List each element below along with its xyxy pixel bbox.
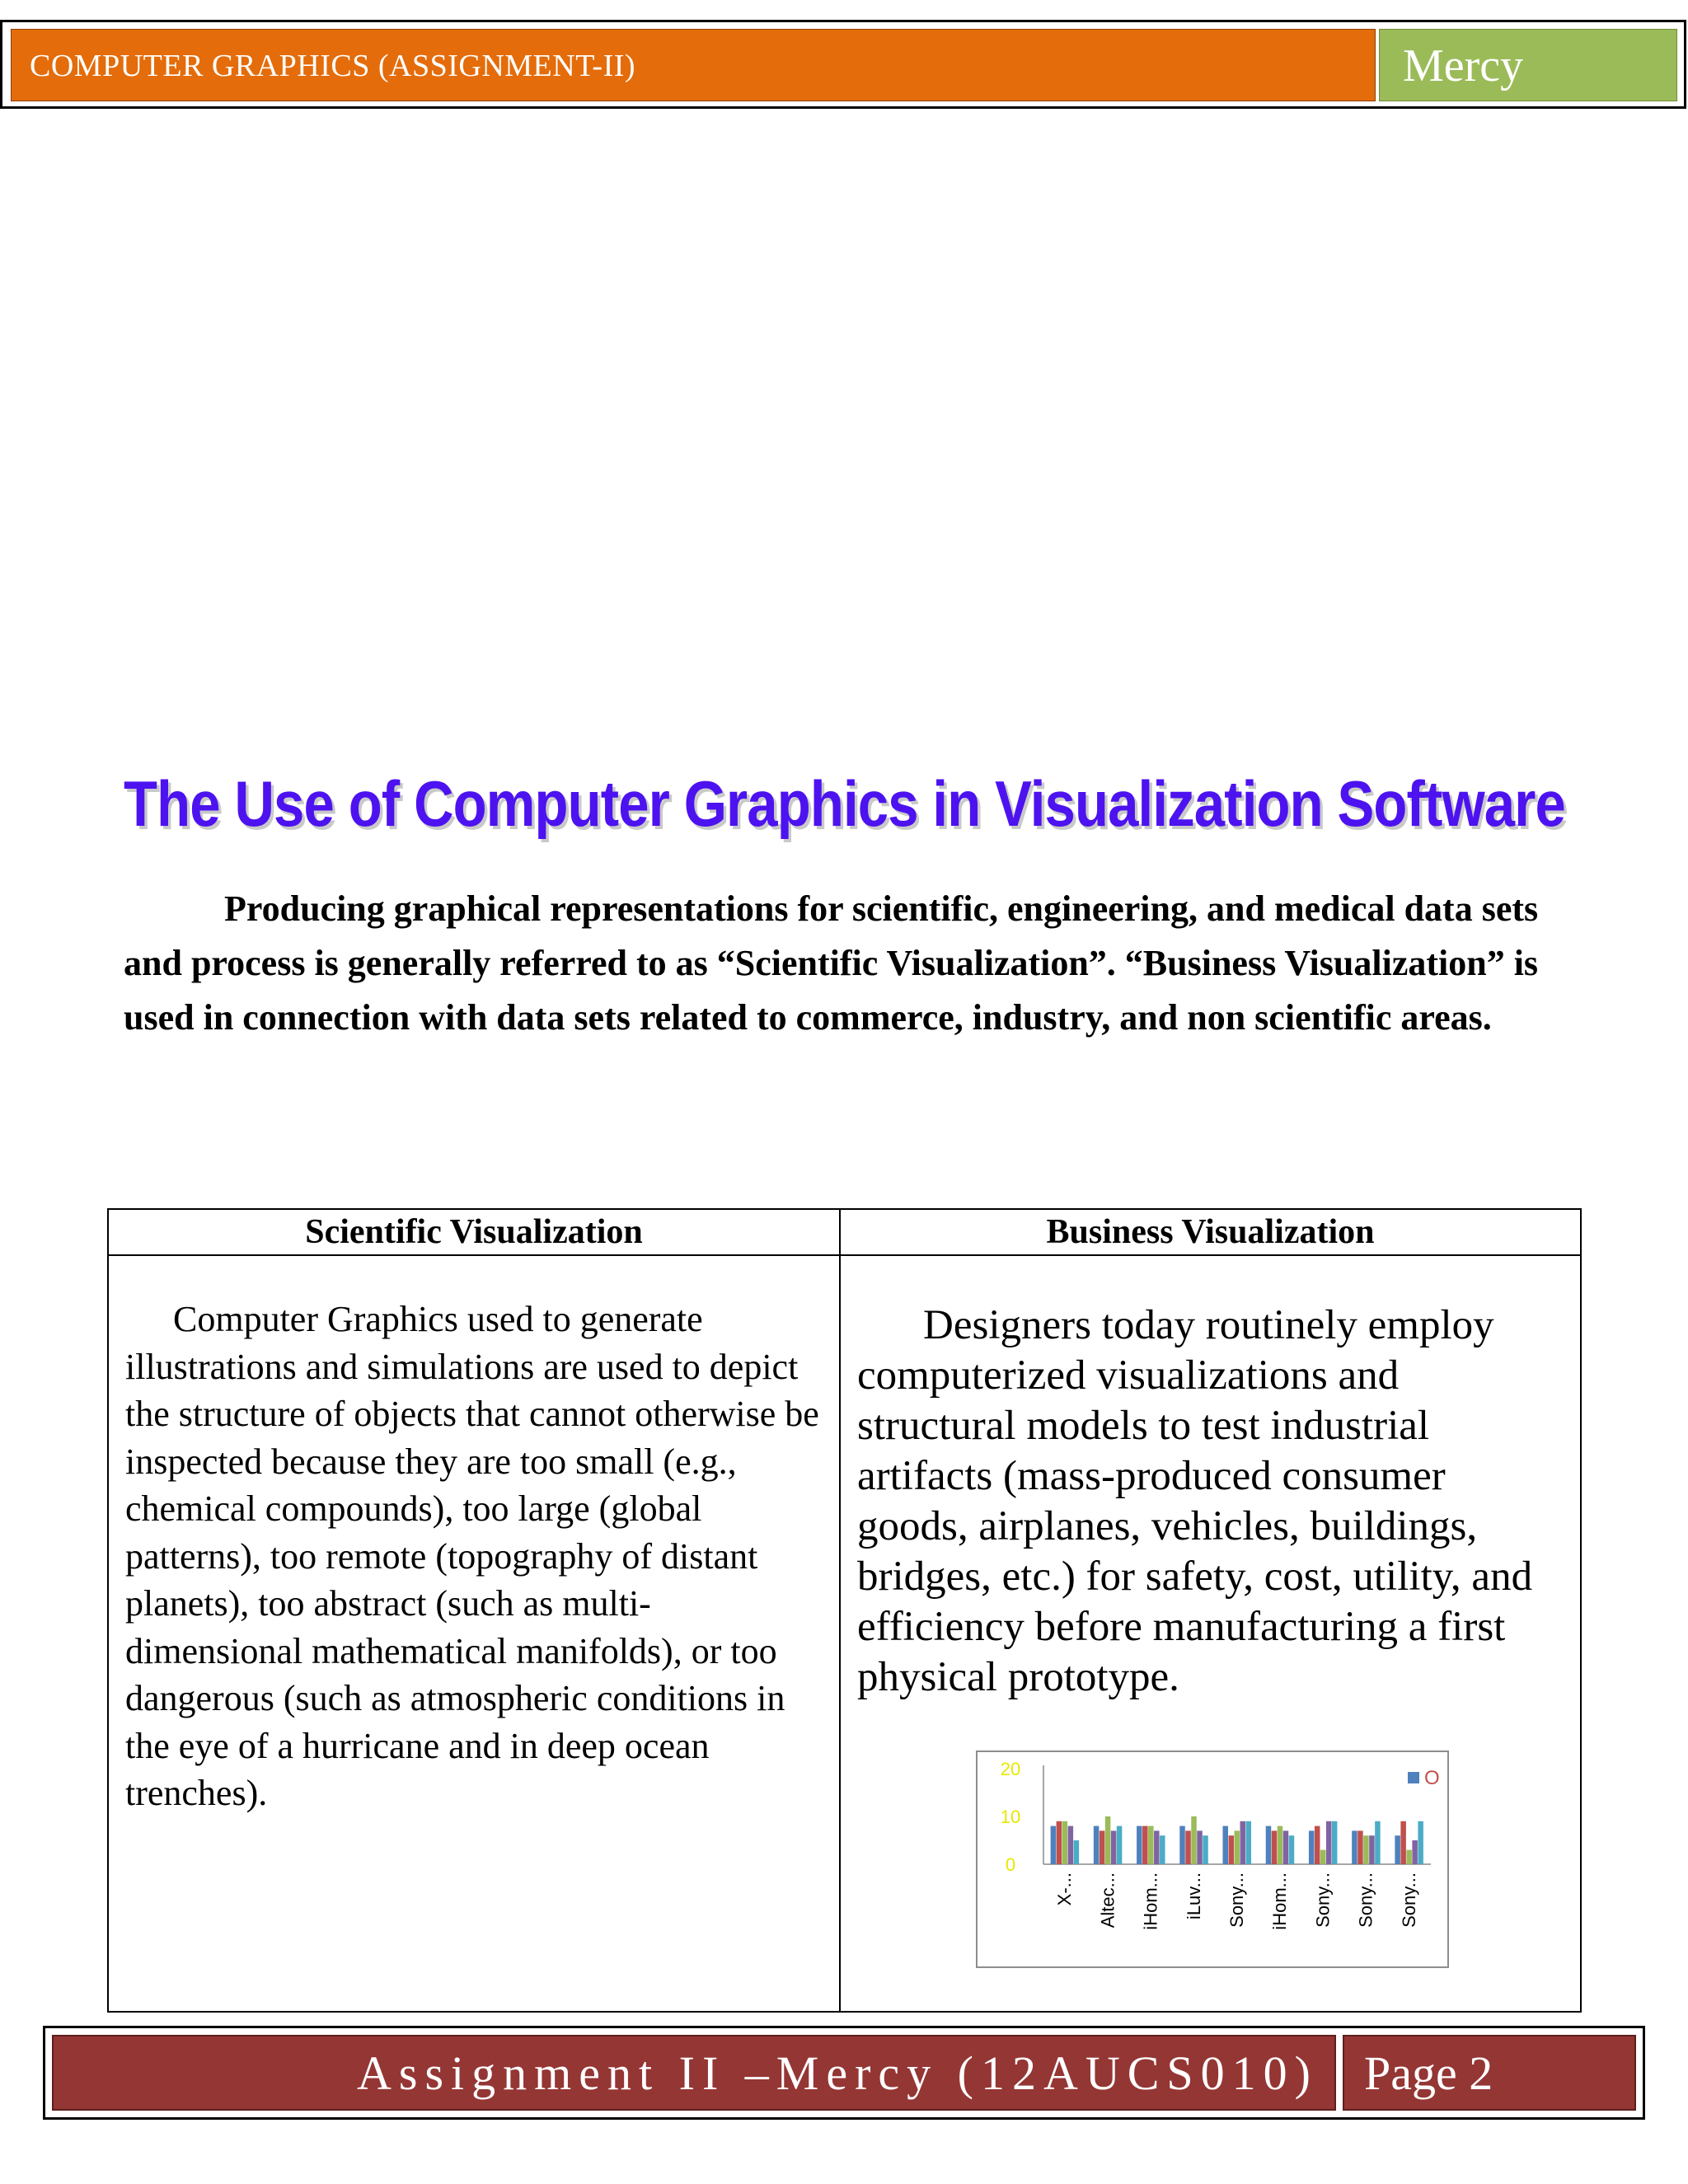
bar [1406, 1850, 1412, 1864]
bar-chart [976, 1750, 1449, 1968]
header-business: Business Visualization [840, 1209, 1581, 1255]
bar [1185, 1830, 1191, 1864]
bar [1057, 1821, 1062, 1864]
bar [1283, 1830, 1289, 1864]
bar [1197, 1830, 1203, 1864]
bar [1203, 1835, 1208, 1864]
bar [1137, 1826, 1142, 1864]
x-tick-label: Sony... [1226, 1872, 1247, 1928]
bar [1240, 1821, 1246, 1864]
page-header [0, 20, 1686, 109]
bar [1160, 1835, 1165, 1864]
bar [1142, 1826, 1148, 1864]
bar [1266, 1826, 1272, 1864]
bar [1148, 1826, 1154, 1864]
bar [1352, 1830, 1357, 1864]
business-text: Designers today routinely employ computerized visualizations and structural models to test industrial artifacts (mass-produced consumer goods, airplanes, vehicles, buildings, bridges, etc.) for safety, cost, utility, and efficiency before manufacturing a first physical prototype. [857, 1302, 1533, 1700]
bar [1154, 1830, 1160, 1864]
bar [1375, 1821, 1381, 1864]
document-title: The Use of Computer Graphics in Visualization Software [124, 767, 1565, 840]
bar [1094, 1826, 1100, 1864]
bar [1111, 1830, 1117, 1864]
x-tick-label: Sony... [1312, 1872, 1334, 1928]
bar [1418, 1821, 1423, 1864]
bar [1278, 1826, 1283, 1864]
scientific-paragraph [125, 1296, 823, 1817]
bar [1223, 1826, 1229, 1864]
y-tick-label: 10 [1000, 1807, 1021, 1827]
bar [1400, 1821, 1406, 1864]
bar [1363, 1835, 1369, 1864]
x-tick-label: Sony... [1398, 1872, 1419, 1928]
bar [1179, 1826, 1185, 1864]
x-tick-label: iHom... [1140, 1872, 1161, 1930]
bar [1051, 1826, 1057, 1864]
assignment-label: Assignment II –Mercy (12AUCS010) [52, 2035, 1336, 2111]
bar [1229, 1835, 1235, 1864]
scientific-text: Computer Graphics used to generate illustrations and simulations are used to depict the structure of objects that cannot otherwise be inspected because they are too small (e.g., chemical compounds), too large (global patterns), too remote (topography of distant planets), too abstract (such as multi-dimensional mathematical manifolds), or too dangerous (such as atmospheric conditions in the eye of a hurricane and in deep ocean trenches). [125, 1299, 819, 1813]
intro-text: Producing graphical representations for scientific, engineering, and medical data sets and process is generally referred to as “Scientific Visualization”. “Business Visualization” is used in connection with data sets related to commerce, industry, and non scientific areas. [124, 888, 1539, 1038]
x-tick-label: iHom... [1269, 1872, 1291, 1930]
bar [1320, 1850, 1326, 1864]
bar [1117, 1826, 1123, 1864]
bar [1289, 1835, 1295, 1864]
x-tick-label: X-... [1054, 1872, 1076, 1906]
scientific-cell [108, 1255, 840, 2012]
bar [1357, 1830, 1363, 1864]
x-tick-label: Altec... [1097, 1872, 1118, 1929]
bar [1326, 1821, 1332, 1864]
bar [1272, 1830, 1278, 1864]
business-paragraph [857, 1301, 1564, 1703]
y-tick-label: 0 [1005, 1854, 1016, 1875]
bar [1332, 1821, 1338, 1864]
page-number: Page 2 [1343, 2035, 1636, 2111]
bar [1315, 1826, 1320, 1864]
table-header-row [108, 1209, 1581, 1255]
page-footer [43, 2026, 1645, 2120]
bar [1309, 1830, 1315, 1864]
bar [1369, 1835, 1375, 1864]
legend-label: O [1424, 1767, 1440, 1789]
intro-paragraph [124, 882, 1574, 1045]
bar [1246, 1821, 1252, 1864]
bar [1068, 1826, 1074, 1864]
bar [1395, 1835, 1400, 1864]
bar [1074, 1840, 1080, 1864]
bar [1105, 1816, 1111, 1864]
bar [1412, 1840, 1418, 1864]
x-tick-label: Sony... [1355, 1872, 1376, 1928]
bar [1191, 1816, 1197, 1864]
y-tick-label: 20 [1000, 1759, 1021, 1779]
course-title: COMPUTER GRAPHICS (ASSIGNMENT-II) [11, 29, 1376, 101]
author-name: Mercy [1379, 29, 1677, 101]
bar [1062, 1821, 1068, 1864]
bar [1235, 1830, 1240, 1864]
legend-swatch [1408, 1772, 1419, 1783]
header-scientific: Scientific Visualization [108, 1209, 840, 1255]
x-tick-label: iLuv... [1183, 1872, 1204, 1920]
bar [1100, 1830, 1105, 1864]
chart-canvas [978, 1752, 1447, 1966]
